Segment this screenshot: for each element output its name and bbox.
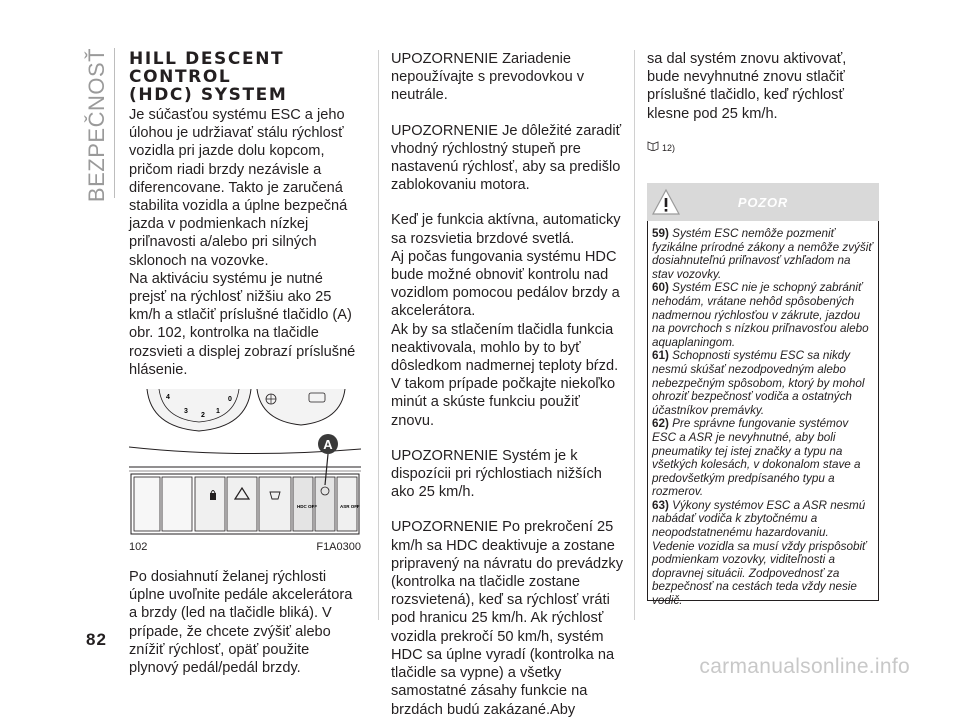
lock-icon <box>210 493 216 500</box>
dial-label: 1 <box>216 408 220 416</box>
hdc-switch-label: HDC OFF <box>297 504 317 510</box>
figure-caption <box>129 541 361 554</box>
dial-label: 4 <box>166 394 170 402</box>
dial-label: 0 <box>228 396 232 404</box>
column-3 <box>647 50 879 157</box>
column-divider <box>634 50 635 620</box>
warning-title: POZOR <box>737 194 789 210</box>
column-2 <box>391 50 624 719</box>
figure-102 <box>129 389 361 539</box>
dial-label: 3 <box>184 408 188 416</box>
note-ref-number: 12) <box>662 142 676 153</box>
paragraph: Na aktiváciu systému je nutné prejsť na rýchlosť nižšiu ako 25 km/h a stlačiť príslušné tlačidlo (A) obr. 102, kontrolka na tlačidle rozsvieti a displej zobrazí príslušné hlásenie. <box>129 270 356 378</box>
section-heading <box>129 50 361 104</box>
warning-triangle-icon <box>651 187 681 217</box>
column-1 <box>129 50 361 677</box>
dial-label: 2 <box>201 412 205 420</box>
paragraph: Po dosiahnutí želanej rýchlosti úplne uvoľnite pedále akcelerátora a brzdy (led na tlačidle bliká). V prípade, že chcete zvýšiť alebo znížiť rýchlosť, opäť použite plynový pedál/pedál brzdy. <box>129 569 353 677</box>
paragraph: sa dal systém znovu aktivovať, bude nevyhnutné znovu stlačiť príslušné tlačidlo, keď rýchlosť klesne pod 25 km/h. <box>647 51 847 122</box>
warning-item: 63) Výkony systémov ESC a ASR nesmú nabádať vodiča k zbytočnému a neopodstatnenému hazardovaniu. Vedenie vozidla sa musí vždy prispôsobiť podmienkam vozovky, viditeľnosti a dopravnej situácii. Zodpovednosť za bezpečnosť na cestách teda vždy nesie vodič. <box>652 498 867 608</box>
paragraph: UPOZORNENIE Zariadenie nepoužívajte s prevodovkou v neutrále. <box>391 51 585 104</box>
paragraph: Ak by sa stlačením tlačidla funkcia neaktivovala, mohlo by to byť dôsledkom nadmernej teploty bŕzd. V takom prípade počkajte niekoľko minút a skúste funkciu použiť znovu. <box>391 321 619 429</box>
paragraph: Keď je funkcia aktívna, automaticky sa rozsvietia brzdové svetlá. <box>391 212 621 247</box>
column-divider <box>378 50 379 620</box>
warning-item: 62) Pre správne fungovanie systémov ESC a ASR je nevyhnutné, aby boli pneumatiky tej istej značky a typu na všetkých kolesách, v dokonalom stave a predovšetkým predpísaného typu a rozmerov. <box>652 417 861 499</box>
note-reference <box>647 139 879 157</box>
heading-line-1: HILL DESCENT CONTROL <box>129 49 285 87</box>
paragraph: UPOZORNENIE Systém je k dispozícii pri rýchlostiach nižších ako 25 km/h. <box>391 447 602 501</box>
page-number: 82 <box>86 630 107 649</box>
paragraph: Je súčasťou systému ESC a jeho úlohou je udržiavať stálu rýchlosť vozidla pri jazde dolu kopcom, pričom riadi brzdy nezávisle a diferencovane. Takto je zaručená stabilita vozidla a úplne bezpečná jazda v podmienkach nízkej priľnavosti a/alebo pri silných sklonoch na vozovke. <box>129 107 348 269</box>
warning-header <box>647 183 879 221</box>
warning-box <box>647 183 879 621</box>
warning-item: 59) Systém ESC nemôže pozmeniť fyzikálne prírodné zákony a nemôže zvýšiť dosiahnuteľnú priľnavosť vzhľadom na stav vozovky. <box>652 227 873 281</box>
section-title: BEZPEČNOSŤ <box>84 47 109 203</box>
warning-body <box>647 221 879 608</box>
heading-line-2: (HDC) SYSTEM <box>129 85 288 105</box>
paragraph: Aj počas fungovania systému HDC bude možné obnoviť kontrolu nad vozidlom pomocou pedálov brzdy a akcelerátora. <box>391 248 620 320</box>
dashboard-illustration <box>129 389 361 539</box>
watermark: carmanualsonline.info <box>699 655 910 678</box>
paragraph: UPOZORNENIE Je dôležité zaradiť vhodný rýchlostný stupeň pre nastavenú rýchlosť, aby sa predišlo zablokovaniu motora. <box>391 122 622 194</box>
paragraph: UPOZORNENIE Po prekročení 25 km/h sa HDC deaktivuje a zostane pripravený na návratu do prevádzky (kontrolka na tlačidle zostane rozsvietená), keď sa rýchlosť vráti pod hranicu 25 km/h. Ak rýchlosť vozidla prekročí 50 km/h, systém HDC sa úplne vyradí (kontrolka na tlačidle sa vypne) a všetky samostatné zásahy funkcie na brzdách budú zakázané.Aby <box>391 519 624 718</box>
figure-number: 102 <box>129 541 148 554</box>
figure-code: F1A0300 <box>316 541 361 554</box>
section-title-vertical <box>84 47 109 203</box>
book-icon <box>647 139 659 151</box>
callout-label: A <box>323 437 333 453</box>
section-divider <box>114 48 115 198</box>
warning-item: 60) Systém ESC nie je schopný zabrániť nehodám, vrátane nehôd spôsobených nadmernou rýchlosťou v zákrute, jazdou na povrchoch s nízkou priľnavosťou alebo aquaplaningom. <box>652 281 869 349</box>
asr-switch-label: ASR OFF <box>340 504 360 510</box>
warning-item: 61) Schopnosti systému ESC sa nikdy nesmú skúšať nezodpovedným alebo nebezpečným spôsobom, ktorý by mohol ohroziť bezpečnosť vodiča a ostatných účastníkov premávky. <box>652 349 865 417</box>
